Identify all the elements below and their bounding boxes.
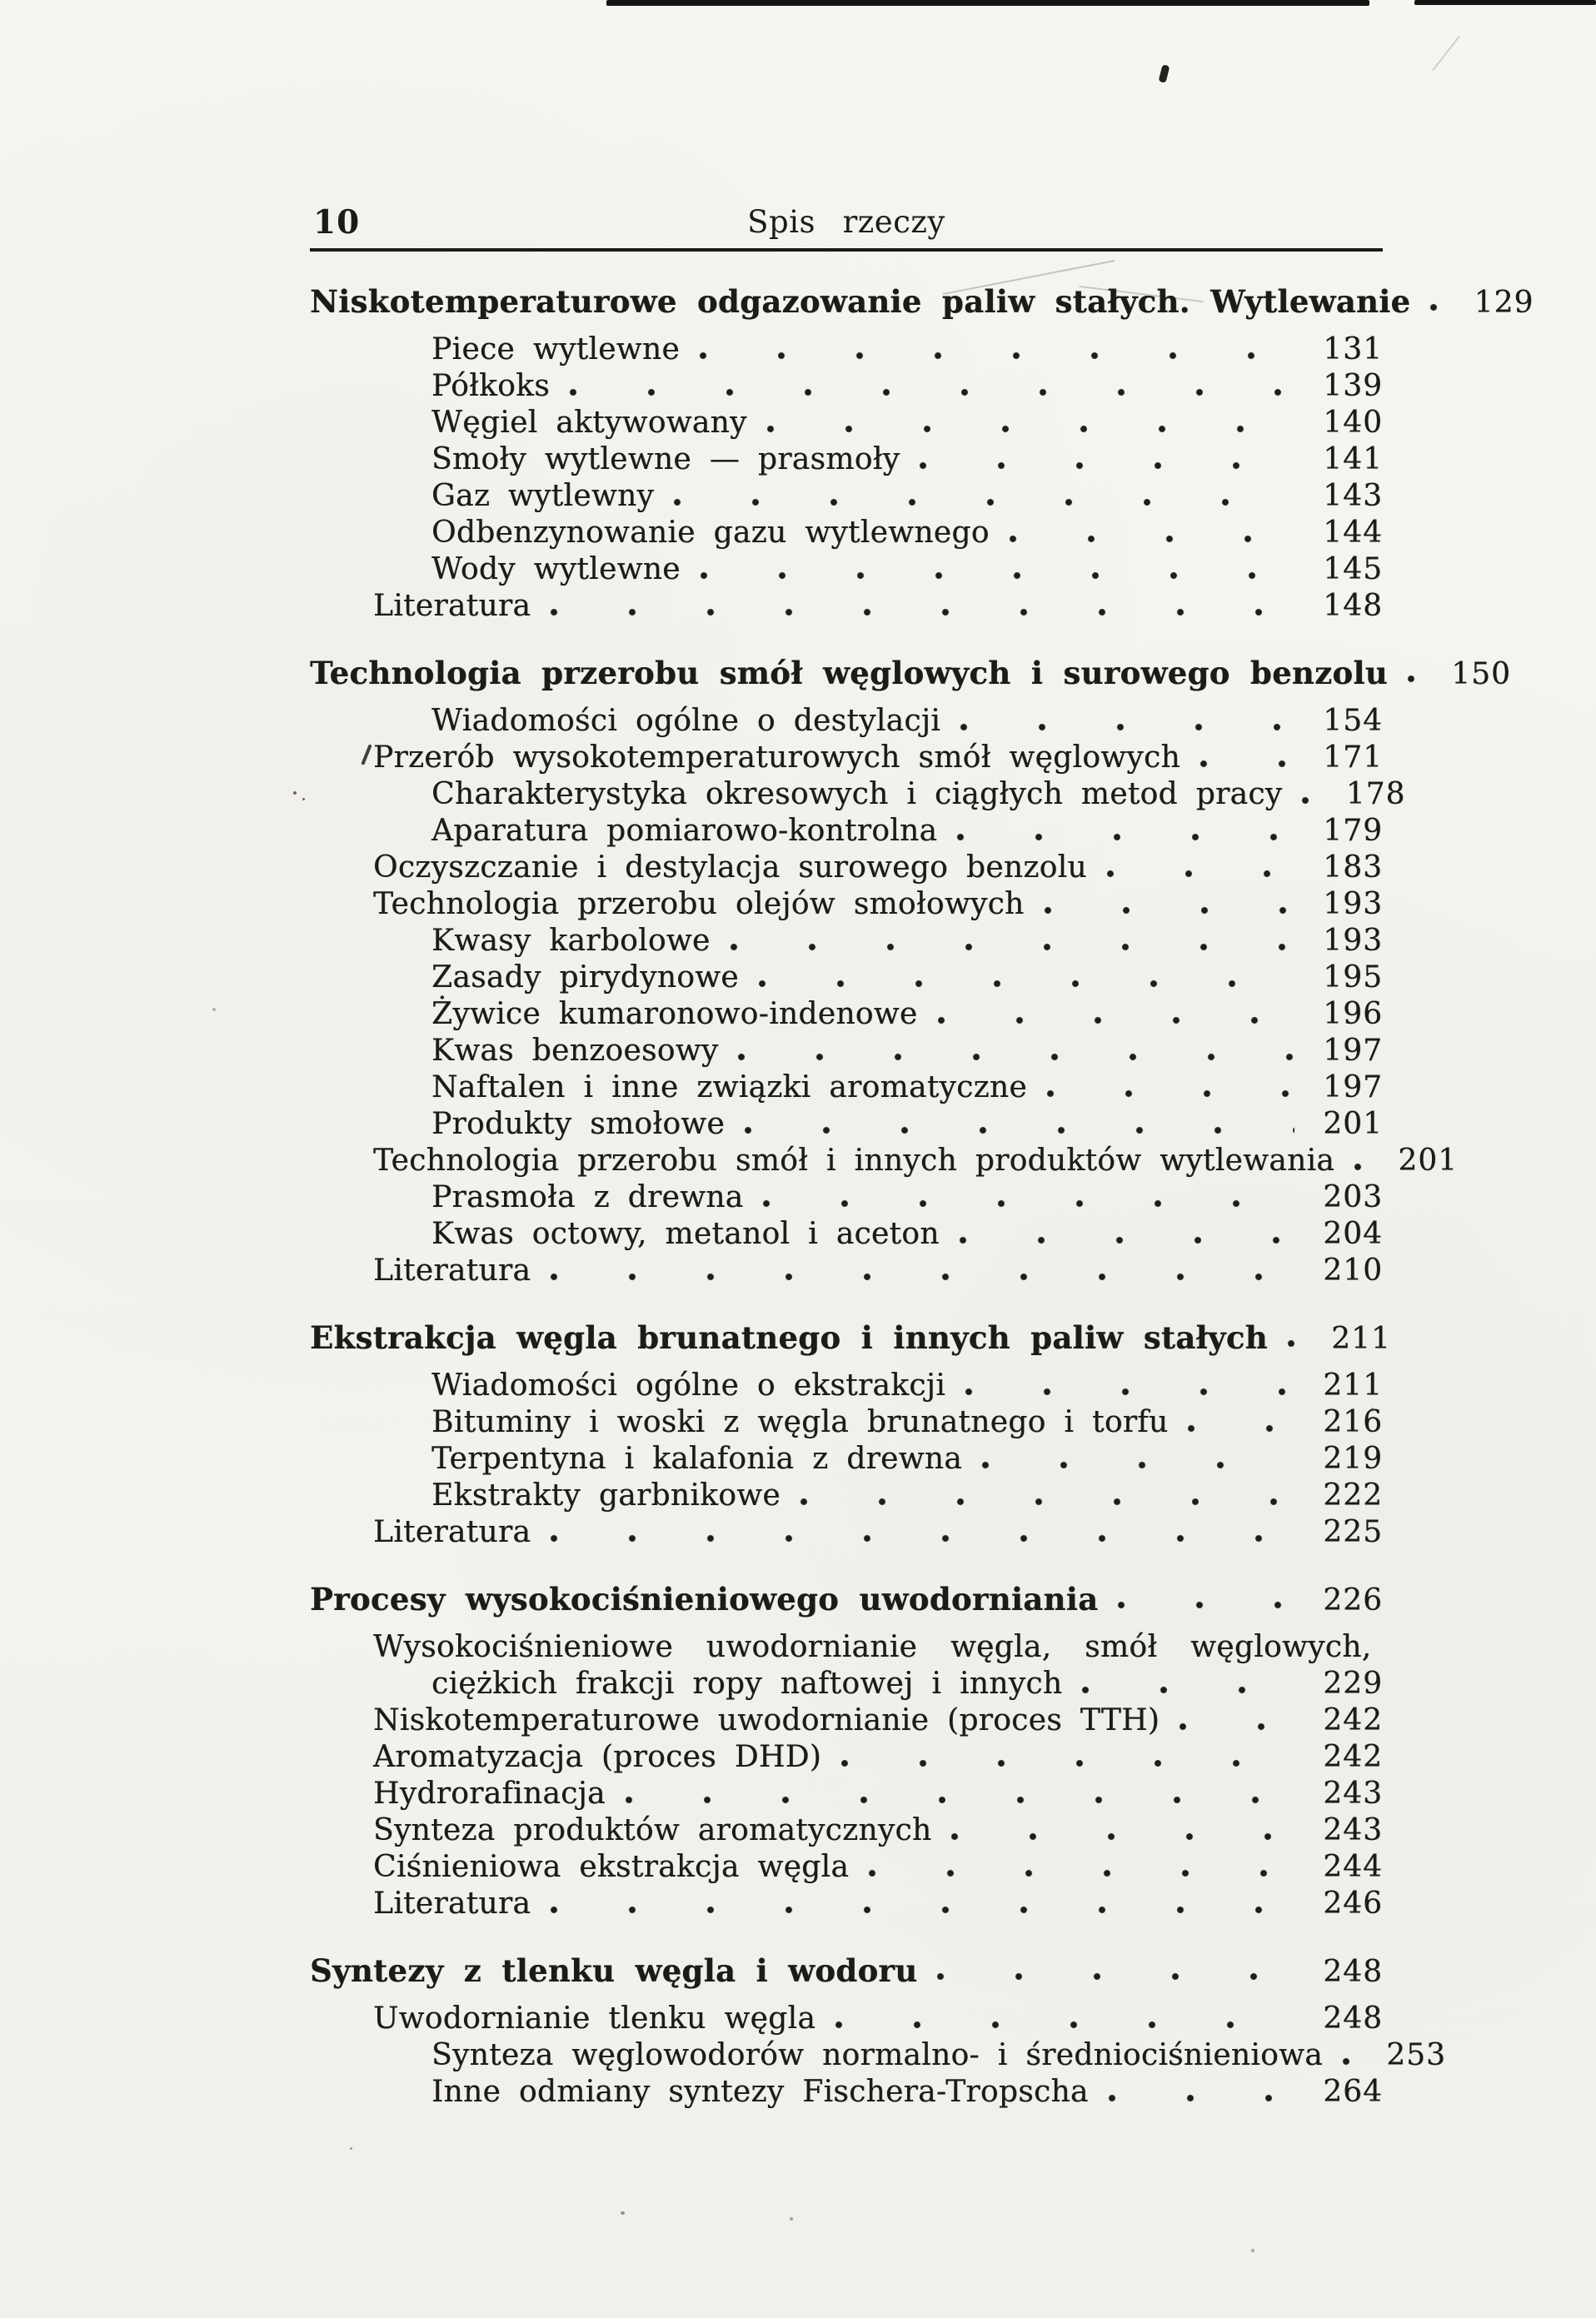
dot-leader bbox=[1104, 2094, 1294, 2102]
toc-entry-row bbox=[373, 588, 1383, 625]
toc-entry-row bbox=[431, 776, 1406, 813]
toc-entry-page: 145 bbox=[1323, 552, 1383, 586]
dot-leader bbox=[1040, 906, 1294, 915]
dot-leader bbox=[796, 1498, 1294, 1506]
toc-entry-label: Literatura bbox=[373, 1887, 531, 1921]
toc-entry-row bbox=[431, 441, 1383, 478]
page-header bbox=[310, 188, 1383, 252]
toc-entry-page: 144 bbox=[1323, 516, 1383, 550]
toc-entry-row bbox=[431, 368, 1383, 405]
toc-section-entries bbox=[310, 2001, 1446, 2111]
dot-leader bbox=[955, 723, 1294, 731]
toc-entry-label: Półkoks bbox=[431, 369, 550, 403]
dot-leader bbox=[740, 1126, 1294, 1134]
dot-leader bbox=[915, 461, 1294, 470]
toc-entry-page: 193 bbox=[1323, 924, 1383, 958]
toc-entry-row bbox=[431, 1368, 1383, 1404]
toc-section-entries bbox=[310, 703, 1459, 1289]
toc-entry-page: 197 bbox=[1323, 1070, 1383, 1104]
toc-entry-label: Charakterystyka okresowych i ciągłych metod pracy bbox=[431, 777, 1283, 811]
toc-entry-page: 201 bbox=[1323, 1107, 1383, 1141]
toc-entry-page: 246 bbox=[1323, 1887, 1383, 1921]
toc-entry-row bbox=[431, 1069, 1383, 1106]
dot-leader bbox=[1042, 1089, 1294, 1098]
toc-entry-label: Wiadomości ogólne o destylacji bbox=[431, 704, 941, 738]
dot-leader bbox=[1297, 796, 1317, 805]
dot-leader bbox=[669, 498, 1294, 506]
dot-leader bbox=[960, 1388, 1294, 1396]
toc-section-page: 129 bbox=[1474, 286, 1534, 320]
toc-entry-label: Uwodornianie tlenku węgla bbox=[373, 2001, 816, 2036]
dot-leader bbox=[565, 388, 1294, 396]
dot-leader bbox=[952, 833, 1294, 841]
toc-entry-row bbox=[431, 1404, 1383, 1441]
toc-entry-label: Produkty smołowe bbox=[431, 1107, 726, 1141]
toc-section-entries bbox=[310, 331, 1383, 625]
toc-heading-row bbox=[310, 655, 1511, 691]
dot-leader bbox=[733, 1053, 1294, 1061]
toc-entry-row bbox=[431, 996, 1383, 1033]
toc-entry-page: 131 bbox=[1323, 332, 1383, 366]
toc-entry-page: 242 bbox=[1323, 1740, 1383, 1774]
scan-speck bbox=[621, 2211, 625, 2215]
toc-entry-label: Naftalen i inne związki aromatyczne bbox=[431, 1070, 1027, 1104]
toc-entry-label: Kwas octowy, metanol i aceton bbox=[431, 1217, 940, 1251]
toc-section bbox=[310, 1581, 1383, 1922]
toc-entry-label: Bituminy i woski z węgla brunatnego i torfu bbox=[431, 1405, 1169, 1439]
dot-leader bbox=[1183, 1424, 1294, 1433]
dot-leader bbox=[977, 1461, 1294, 1469]
toc-entry-page: 154 bbox=[1323, 704, 1383, 738]
toc-entry-label: Aromatyzacja (proces DHD) bbox=[373, 1740, 822, 1774]
scan-edge-line bbox=[606, 0, 1369, 6]
dot-leader bbox=[754, 980, 1294, 988]
toc-section bbox=[310, 1952, 1446, 2111]
toc-entry-label: Technologia przerobu smół i innych produktów wytlewania bbox=[373, 1144, 1335, 1178]
toc-entry-row bbox=[373, 1776, 1383, 1812]
toc-entry-row bbox=[373, 1702, 1383, 1739]
toc-entry-row bbox=[431, 551, 1383, 588]
dot-leader bbox=[546, 608, 1294, 616]
toc-section bbox=[310, 1319, 1391, 1551]
toc-heading-row bbox=[310, 1581, 1383, 1618]
toc-entry-page: 248 bbox=[1323, 2001, 1383, 2036]
toc-entry-page: 148 bbox=[1323, 589, 1383, 623]
dot-leader bbox=[1349, 1163, 1369, 1171]
toc-entry-page: 143 bbox=[1323, 479, 1383, 513]
dot-leader bbox=[946, 1832, 1294, 1841]
toc-entry-page: 244 bbox=[1323, 1850, 1383, 1884]
toc-entry-page: 222 bbox=[1323, 1478, 1383, 1513]
toc-entry-label: Inne odmiany syntezy Fischera-Tropscha bbox=[431, 2075, 1089, 2109]
dot-leader bbox=[1283, 1339, 1303, 1348]
toc-entry-label: Niskotemperaturowe uwodornianie (proces TTH) bbox=[373, 1703, 1160, 1737]
dot-leader bbox=[696, 571, 1294, 580]
toc-entry-row bbox=[373, 1849, 1383, 1886]
toc-entry-label: Ekstrakty garbnikowe bbox=[431, 1478, 781, 1513]
dot-leader bbox=[762, 425, 1294, 433]
dot-leader bbox=[836, 1759, 1294, 1767]
toc-entry-page: 210 bbox=[1323, 1254, 1383, 1288]
toc-entry-label: Gaz wytlewny bbox=[431, 479, 655, 513]
toc-entry-label: Oczyszczanie i destylacja surowego benzolu bbox=[373, 850, 1087, 885]
toc-section-entries bbox=[310, 1368, 1383, 1551]
toc-entry-page: 197 bbox=[1323, 1034, 1383, 1068]
toc-entry-row bbox=[431, 2074, 1383, 2111]
toc-entry-label: Terpentyna i kalafonia z drewna bbox=[431, 1442, 963, 1476]
toc-entry-row bbox=[373, 1514, 1383, 1551]
toc-section-title: Technologia przerobu smół węglowych i surowego benzolu bbox=[310, 655, 1388, 691]
toc-entry-label: Ciśnieniowa ekstrakcja węgla bbox=[373, 1850, 850, 1884]
toc-entry-label: Zasady pirydynowe bbox=[431, 960, 739, 994]
toc-entry-row bbox=[373, 886, 1383, 923]
toc-entry-label: Wiadomości ogólne o ekstrakcji bbox=[431, 1368, 946, 1403]
toc-heading-row bbox=[310, 1952, 1383, 1989]
toc-entry-label: Żywice kumaronowo-indenowe bbox=[431, 997, 918, 1031]
toc-entry-row bbox=[373, 1143, 1459, 1179]
toc-entry-row bbox=[373, 850, 1383, 886]
toc-entry-row bbox=[431, 478, 1383, 515]
toc-entry-row bbox=[431, 813, 1383, 850]
toc-entry-page: 178 bbox=[1345, 777, 1406, 811]
dot-leader bbox=[1403, 675, 1423, 683]
toc-entry-label: Literatura bbox=[373, 589, 531, 623]
toc-entry-label: Wody wytlewne bbox=[431, 552, 681, 586]
dot-leader bbox=[546, 1534, 1294, 1543]
toc-section-title: Syntezy z tlenku węgla i wodoru bbox=[310, 1952, 918, 1989]
dot-leader bbox=[1113, 1601, 1294, 1609]
toc-entry-page: 141 bbox=[1323, 442, 1383, 476]
toc-section-page: 150 bbox=[1451, 657, 1511, 691]
toc bbox=[310, 283, 1534, 2111]
toc-entry-label: Węgiel aktywowany bbox=[431, 406, 747, 440]
toc-entry-page: 193 bbox=[1323, 887, 1383, 921]
toc-entry-row bbox=[373, 1739, 1383, 1776]
toc-entry-page: 195 bbox=[1323, 960, 1383, 994]
toc-entry-label: Literatura bbox=[373, 1515, 531, 1549]
toc-entry-page: 229 bbox=[1323, 1667, 1383, 1701]
dot-leader bbox=[933, 1016, 1295, 1024]
toc-entry-page: 211 bbox=[1323, 1368, 1383, 1403]
toc-heading-row bbox=[310, 283, 1534, 320]
toc-entry-page: 140 bbox=[1323, 406, 1383, 440]
dot-leader bbox=[1102, 870, 1294, 878]
dot-leader bbox=[546, 1906, 1294, 1914]
dot-leader bbox=[1005, 535, 1294, 543]
toc-entry-row bbox=[373, 1812, 1383, 1849]
dot-leader bbox=[830, 2021, 1294, 2029]
dot-leader bbox=[1077, 1686, 1294, 1694]
toc-entry-label: Hydrorafinacja bbox=[373, 1777, 606, 1811]
toc-entry-page: 264 bbox=[1323, 2075, 1383, 2109]
toc-entry-label: Wysokociśnieniowe uwodornianie węgla, smół węglowych, bbox=[373, 1630, 1372, 1664]
scan-edge-line bbox=[1414, 0, 1596, 5]
toc-entry-page: 139 bbox=[1323, 369, 1383, 403]
toc-entry-label: Odbenzynowanie gazu wytlewnego bbox=[431, 516, 990, 550]
dot-leader bbox=[955, 1236, 1294, 1244]
page-number: 10 bbox=[313, 203, 361, 242]
toc-entry-label: Synteza produktów aromatycznych bbox=[373, 1813, 932, 1847]
toc-entry-row bbox=[373, 1886, 1383, 1922]
toc-section-title: Ekstrakcja węgla brunatnego i innych paliw stałych bbox=[310, 1319, 1268, 1356]
toc-entry-row bbox=[431, 331, 1383, 368]
toc-entry-page: 253 bbox=[1386, 2038, 1446, 2072]
toc-entry-label: Prasmoła z drewna bbox=[431, 1180, 744, 1214]
toc-section-page: 248 bbox=[1323, 1955, 1383, 1989]
dot-leader bbox=[758, 1199, 1294, 1208]
toc-entry-page: 225 bbox=[1323, 1515, 1383, 1549]
toc-entry-row bbox=[431, 2037, 1446, 2074]
scan-scratch bbox=[1432, 36, 1460, 71]
toc-entry-label: Kwasy karbolowe bbox=[431, 924, 711, 958]
toc-entry-page: 216 bbox=[1323, 1405, 1383, 1439]
toc-entry-row bbox=[373, 2001, 1383, 2037]
scan-speck bbox=[350, 2147, 352, 2150]
toc-entry-row bbox=[431, 960, 1383, 996]
toc-entry-row bbox=[373, 1629, 1383, 1666]
toc-entry-row bbox=[431, 1478, 1383, 1514]
toc-entry-row bbox=[431, 405, 1383, 441]
toc-entry-page: 171 bbox=[1323, 740, 1383, 775]
toc-section-page: 211 bbox=[1331, 1322, 1391, 1356]
toc-entry-label: Przerób wysokotemperaturowych smół węglowych bbox=[373, 740, 1180, 775]
scan-speck bbox=[293, 791, 297, 795]
toc-entry-page: 196 bbox=[1323, 997, 1383, 1031]
toc-entry-page: 219 bbox=[1323, 1442, 1383, 1476]
dot-leader bbox=[864, 1869, 1294, 1877]
toc-entry-row bbox=[373, 740, 1383, 776]
toc-section-page: 226 bbox=[1323, 1583, 1383, 1618]
toc-heading-row bbox=[310, 1319, 1391, 1356]
toc-section-title: Niskotemperaturowe odgazowanie paliw stałych. Wytlewanie bbox=[310, 283, 1411, 320]
toc-entry-label: Literatura bbox=[373, 1254, 531, 1288]
running-title: Spis rzeczy bbox=[747, 204, 945, 240]
toc-entry-label: Synteza węglowodorów normalno- i średniociśnieniowa bbox=[431, 2038, 1323, 2072]
toc-entry-page: 243 bbox=[1323, 1813, 1383, 1847]
toc-entry-label: Smoły wytlewne — prasmoły bbox=[431, 442, 900, 476]
toc-entry-page: 242 bbox=[1323, 1703, 1383, 1737]
ink-mark bbox=[1159, 64, 1170, 83]
toc-entry-row bbox=[431, 1216, 1383, 1253]
toc-entry-label: ciężkich frakcji ropy naftowej i innych bbox=[431, 1667, 1063, 1701]
dot-leader bbox=[1338, 2057, 1358, 2066]
scan-speck bbox=[1251, 2249, 1254, 2252]
toc-section bbox=[310, 655, 1511, 1289]
toc-entry-row bbox=[431, 515, 1383, 551]
toc-entry-row bbox=[431, 1179, 1383, 1216]
dot-leader bbox=[695, 351, 1294, 360]
toc-entry-row bbox=[431, 1441, 1383, 1478]
dot-leader bbox=[726, 943, 1294, 951]
toc-entry-page: 183 bbox=[1323, 850, 1383, 885]
toc-entry-page: 243 bbox=[1323, 1777, 1383, 1811]
scan-speck bbox=[212, 1008, 216, 1011]
toc-entry-row bbox=[431, 1666, 1383, 1702]
toc-entry-page: 179 bbox=[1323, 814, 1383, 848]
toc-entry-page: 204 bbox=[1323, 1217, 1383, 1251]
toc-entry-label: Kwas benzoesowy bbox=[431, 1034, 719, 1068]
toc-entry-label: Piece wytlewne bbox=[431, 332, 680, 366]
dot-leader bbox=[621, 1796, 1294, 1804]
toc-entry-row bbox=[431, 703, 1383, 740]
toc-section bbox=[310, 283, 1534, 625]
dot-leader bbox=[1175, 1722, 1294, 1731]
toc-section-title: Procesy wysokociśnieniowego uwodorniania bbox=[310, 1581, 1099, 1618]
dot-leader bbox=[932, 1972, 1294, 1981]
scan-speck bbox=[302, 798, 305, 800]
toc-entry-row bbox=[431, 923, 1383, 960]
scan-speck bbox=[790, 2217, 793, 2221]
dot-leader bbox=[1425, 303, 1445, 312]
dot-leader bbox=[1195, 760, 1294, 768]
toc-entry-row bbox=[431, 1033, 1383, 1069]
toc-section-entries bbox=[310, 1629, 1383, 1922]
toc-entry-page: 203 bbox=[1323, 1180, 1383, 1214]
toc-entry-page: 201 bbox=[1398, 1144, 1459, 1178]
dot-leader bbox=[546, 1273, 1294, 1281]
toc-entry-label: Aparatura pomiarowo-kontrolna bbox=[431, 814, 938, 848]
toc-entry-row bbox=[431, 1106, 1383, 1143]
toc-entry-label: Technologia przerobu olejów smołowych bbox=[373, 887, 1025, 921]
toc-entry-row bbox=[373, 1253, 1383, 1289]
